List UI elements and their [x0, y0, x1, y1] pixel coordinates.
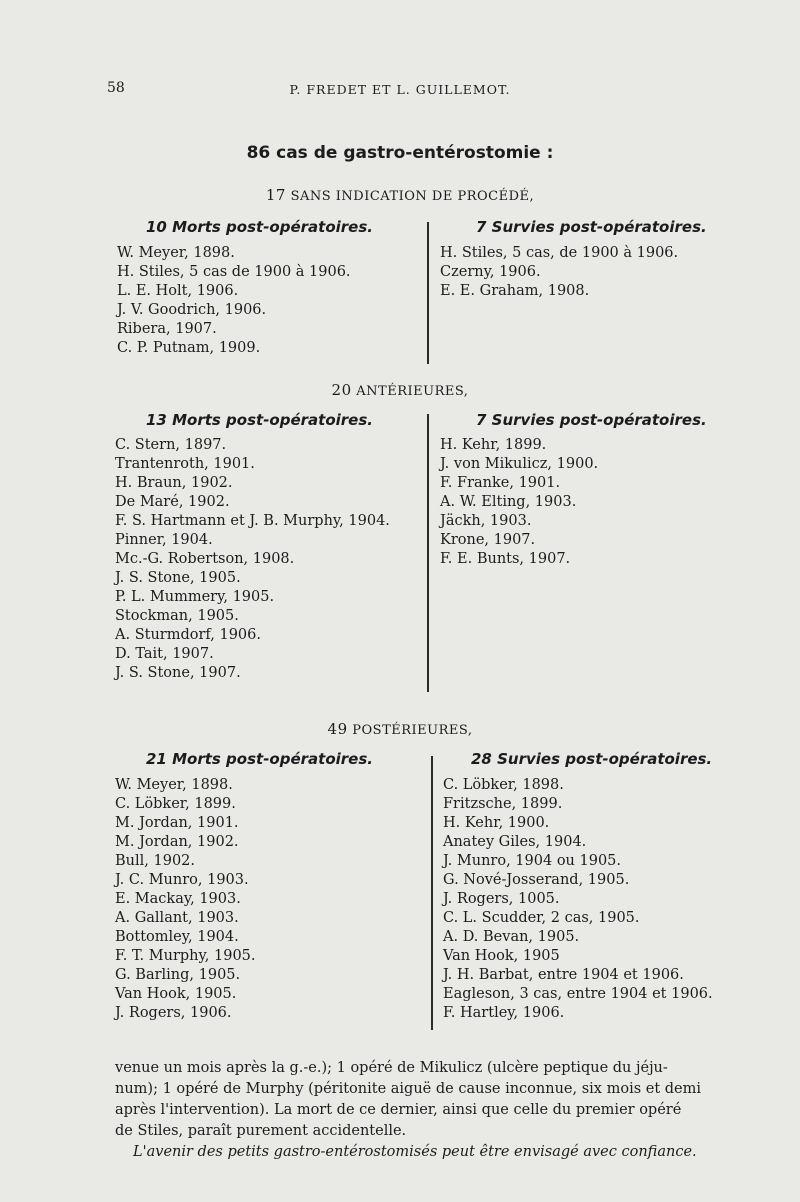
list-item: Ribera, 1907.: [117, 321, 217, 337]
section-title-1: [0, 186, 800, 204]
list-item: E. E. Graham, 1908.: [440, 283, 590, 299]
deaths-heading-1: 10 Morts post-opératoires.: [146, 218, 373, 236]
list-item: J. Munro, 1904 ou 1905.: [443, 853, 622, 869]
list-item: H. Stiles, 5 cas, de 1900 à 1906.: [440, 245, 679, 261]
list-item: Bottomley, 1904.: [115, 929, 239, 945]
list-item: E. Mackay, 1903.: [115, 891, 241, 907]
list-item: M. Jordan, 1902.: [115, 834, 239, 850]
list-item: J. Rogers, 1906.: [115, 1005, 232, 1021]
running-title: P. FREDET ET L. GUILLEMOT.: [289, 82, 511, 97]
list-item: C. P. Putnam, 1909.: [117, 340, 261, 356]
list-item: Czerny, 1906.: [440, 264, 541, 280]
list-item: J. V. Goodrich, 1906.: [117, 302, 267, 318]
list-item: W. Meyer, 1898.: [115, 777, 233, 793]
list-item: Krone, 1907.: [440, 532, 536, 548]
closing-paragraph: [115, 1058, 755, 1163]
list-item: C. L. Scudder, 2 cas, 1905.: [443, 910, 640, 926]
survivals-list-2: [440, 436, 598, 569]
list-item: J. von Mikulicz, 1900.: [440, 456, 599, 472]
list-item: G. Barling, 1905.: [115, 967, 241, 983]
survivals-heading-1: 7 Survies post-opératoires.: [476, 218, 707, 236]
section-title-3: [0, 720, 800, 738]
list-item: M. Jordan, 1901.: [115, 815, 239, 831]
column-divider: [431, 756, 433, 1030]
list-item: A. Gallant, 1903.: [115, 910, 239, 926]
page-title: 86 cas de gastro-entérostomie :: [246, 143, 554, 163]
paragraph-line: venue un mois après la g.-e.); 1 opéré de Mikulicz (ulcère peptique du jéju-: [115, 1060, 668, 1076]
list-item: H. Kehr, 1900.: [443, 815, 550, 831]
list-item: H. Braun, 1902.: [115, 475, 233, 491]
list-item: Jäckh, 1903.: [440, 513, 532, 529]
page-header: [0, 80, 800, 104]
paragraph-line: après l'intervention). La mort de ce dernier, ainsi que celle du premier opéré: [115, 1102, 682, 1118]
list-item: G. Nové-Josserand, 1905.: [443, 872, 630, 888]
list-item: J. H. Barbat, entre 1904 et 1906.: [443, 967, 684, 983]
section-label: POSTÉRIEURES,: [352, 723, 473, 738]
list-item: C. Stern, 1897.: [115, 437, 227, 453]
list-item: A. D. Bevan, 1905.: [443, 929, 580, 945]
list-item: Trantenroth, 1901.: [115, 456, 255, 472]
list-item: P. L. Mummery, 1905.: [115, 589, 275, 605]
survivals-list-1: [440, 244, 678, 301]
list-item: J. Rogers, 1005.: [443, 891, 560, 907]
list-item: L. E. Holt, 1906.: [117, 283, 239, 299]
list-item: C. Löbker, 1898.: [443, 777, 564, 793]
list-item: A. Sturmdorf, 1906.: [115, 627, 261, 643]
section-label: SANS INDICATION DE PROCÉDÉ,: [290, 189, 535, 204]
list-item: J. C. Munro, 1903.: [115, 872, 249, 888]
survivals-heading-2: 7 Survies post-opératoires.: [476, 411, 707, 429]
column-divider: [427, 222, 429, 364]
deaths-list-2: [115, 436, 390, 683]
list-item: H. Kehr, 1899.: [440, 437, 547, 453]
list-item: F. S. Hartmann et J. B. Murphy, 1904.: [115, 513, 390, 529]
list-item: F. Franke, 1901.: [440, 475, 561, 491]
survivals-heading-3: 28 Survies post-opératoires.: [471, 750, 713, 768]
page-number: 58: [107, 80, 125, 96]
deaths-list-1: [117, 244, 351, 358]
section-title-2: [0, 381, 800, 399]
paragraph-line: de Stiles, paraît purement accidentelle.: [115, 1123, 407, 1139]
section-count: 17: [265, 186, 286, 204]
list-item: J. S. Stone, 1907.: [115, 665, 241, 681]
list-item: C. Löbker, 1899.: [115, 796, 236, 812]
list-item: Anatey Giles, 1904.: [443, 834, 587, 850]
list-item: Fritzsche, 1899.: [443, 796, 563, 812]
list-item: Van Hook, 1905: [443, 948, 560, 964]
list-item: A. W. Elting, 1903.: [440, 494, 577, 510]
section-count: 49: [327, 720, 348, 738]
list-item: F. T. Murphy, 1905.: [115, 948, 256, 964]
list-item: H. Stiles, 5 cas de 1900 à 1906.: [117, 264, 351, 280]
list-item: Eagleson, 3 cas, entre 1904 et 1906.: [443, 986, 713, 1002]
conclusion-line: L'avenir des petits gastro-entérostomisés peut être envisagé avec confiance.: [133, 1144, 697, 1160]
column-divider: [427, 414, 429, 692]
list-item: Mc.-G. Robertson, 1908.: [115, 551, 295, 567]
section-count: 20: [331, 381, 352, 399]
list-item: Bull, 1902.: [115, 853, 195, 869]
list-item: Pinner, 1904.: [115, 532, 213, 548]
paragraph-line: num); 1 opéré de Murphy (péritonite aiguë de cause inconnue, six mois et demi: [115, 1081, 702, 1097]
deaths-heading-3: 21 Morts post-opératoires.: [146, 750, 373, 768]
deaths-list-3: [115, 776, 256, 1023]
list-item: D. Tait, 1907.: [115, 646, 214, 662]
list-item: J. S. Stone, 1905.: [115, 570, 241, 586]
list-item: W. Meyer, 1898.: [117, 245, 235, 261]
list-item: Stockman, 1905.: [115, 608, 239, 624]
list-item: De Maré, 1902.: [115, 494, 230, 510]
deaths-heading-2: 13 Morts post-opératoires.: [146, 411, 373, 429]
list-item: F. Hartley, 1906.: [443, 1005, 565, 1021]
list-item: Van Hook, 1905.: [115, 986, 237, 1002]
survivals-list-3: [443, 776, 713, 1023]
section-label: ANTÉRIEURES,: [356, 384, 469, 399]
list-item: F. E. Bunts, 1907.: [440, 551, 571, 567]
